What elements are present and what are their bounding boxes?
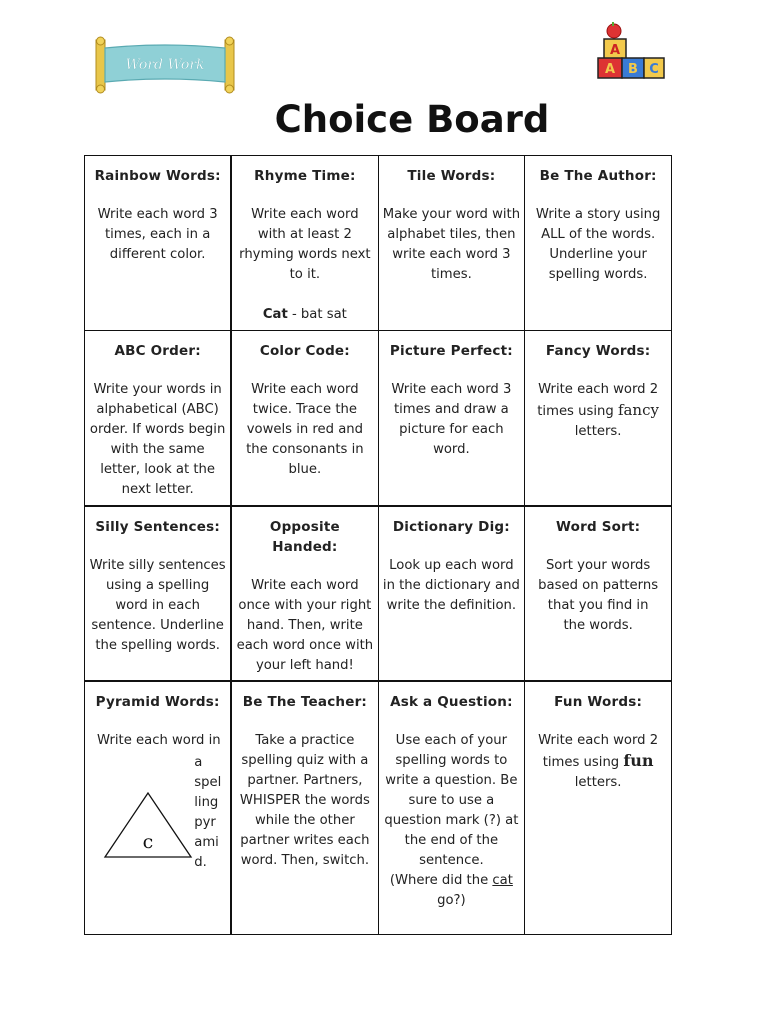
cell-title: Dictionary Dig: xyxy=(392,518,510,535)
rhyme-example xyxy=(236,305,373,325)
cell-body: Take a practice spelling quiz with a partner. Partners, WHISPER the words while the other partner writes each word. Then, switch. xyxy=(239,732,370,868)
body-text: Write each word 2 times using xyxy=(538,732,659,770)
pyramid-letter: c xyxy=(142,830,154,853)
cell-word-sort xyxy=(525,506,672,681)
cell-title: Fun Words: xyxy=(554,693,643,710)
question-example xyxy=(383,871,521,911)
cell-dictionary-dig xyxy=(378,506,525,681)
cell-body: Write each word once with your right hand. Then, write each word once with your left hand! xyxy=(236,577,374,673)
body-text: letters. xyxy=(574,424,622,439)
pyramid-fragment: ami xyxy=(194,834,219,850)
cell-body: Write each word 3 times, each in a different color. xyxy=(97,207,218,262)
fun-styled-word: fun xyxy=(623,750,654,770)
cell-title: Word Sort: xyxy=(556,518,641,535)
example-rest: - bat sat xyxy=(287,307,347,322)
block-letter-a: A xyxy=(609,43,621,58)
cell-rhyme-time xyxy=(231,156,378,331)
cell-body: Make your word with alphabet tiles, then write each word 3 times. xyxy=(382,207,521,282)
cell-body: Write silly sentences using a spelling word in each sentence. Underline the spelling words. xyxy=(89,557,226,653)
cell-fancy-words xyxy=(525,331,672,506)
cell-title: Ask a Question: xyxy=(390,693,513,710)
cell-fun-words xyxy=(525,681,672,935)
cell-title: Fancy Words: xyxy=(545,343,651,359)
cell-body: Write your words in alphabetical (ABC) order. If words begin with the same letter, look at the next letter. xyxy=(89,382,226,497)
cell-title: Pyramid Words: xyxy=(95,693,220,710)
cell-abc-order xyxy=(85,331,232,506)
body-text: letters. xyxy=(574,774,622,790)
cell-title: Color Code: xyxy=(259,343,350,359)
cell-body: Write each word 3 times and draw a picture for each word. xyxy=(391,382,512,457)
cell-body xyxy=(529,380,667,442)
example-text: go?) xyxy=(437,892,466,908)
body-text: Write each word 2 times using xyxy=(537,382,659,419)
block-letter-a2: A xyxy=(604,62,616,77)
cell-color-code xyxy=(231,331,378,506)
cell-title: Rainbow Words: xyxy=(94,168,221,184)
cell-title: Opposite Handed: xyxy=(269,518,340,555)
cell-title: Silly Sentences: xyxy=(95,518,220,535)
pyramid-fragment: pyr xyxy=(194,814,216,830)
example-text: (Where did the xyxy=(389,872,493,888)
cell-body: Look up each word in the dictionary and write the definition. xyxy=(382,557,520,613)
cell-body: Write each word twice. Trace the vowels in red and the consonants in blue. xyxy=(246,382,364,477)
cell-body: Use each of your spelling words to write a question. Be sure to use a question mark (?) at the end of the sentence. xyxy=(384,732,519,868)
cell-body: Write each word in xyxy=(97,732,221,748)
cell-body: Sort your words based on patterns that you find in the words. xyxy=(538,557,659,633)
cell-body: Write a story using ALL of the words. Underline your spelling words. xyxy=(535,207,661,282)
cell-picture-perfect xyxy=(378,331,525,506)
pyramid-word-fragments xyxy=(194,753,222,873)
abc-blocks-image xyxy=(596,22,666,80)
cell-body xyxy=(529,731,667,793)
cell-title: Rhyme Time: xyxy=(254,168,356,184)
cell-ask-a-question xyxy=(378,681,525,935)
page-title: Choice Board xyxy=(274,98,550,141)
cell-be-the-teacher xyxy=(231,681,378,935)
cell-body: Write each word with at least 2 rhyming words next to it. xyxy=(239,207,371,282)
cell-rainbow-words xyxy=(85,156,232,331)
choice-board-grid xyxy=(84,155,672,935)
cell-opposite-handed xyxy=(231,506,378,681)
pyramid-fragment: ling xyxy=(194,794,219,810)
pyramid-triangle-drawing xyxy=(103,791,193,859)
block-letter-c: C xyxy=(649,62,659,77)
cell-title: ABC Order: xyxy=(114,343,201,359)
cell-be-the-author xyxy=(525,156,672,331)
banner-text: Word Work xyxy=(125,57,205,73)
cell-title: Tile Words: xyxy=(407,168,496,184)
example-word: Cat xyxy=(262,307,288,322)
pyramid-fragment: a xyxy=(194,754,203,770)
cell-title: Picture Perfect: xyxy=(389,343,513,359)
pyramid-fragment: d. xyxy=(194,854,207,870)
word-work-banner xyxy=(92,36,238,94)
pyramid-fragment: spel xyxy=(194,774,222,790)
example-word: cat xyxy=(492,872,513,888)
cell-pyramid-words xyxy=(85,681,232,935)
cell-title: Be The Teacher: xyxy=(242,693,368,710)
pyramid-area xyxy=(89,731,226,870)
cell-tile-words xyxy=(378,156,525,331)
fancy-styled-word: fancy xyxy=(617,401,659,419)
cell-title: Be The Author: xyxy=(539,168,657,184)
cell-silly-sentences xyxy=(85,506,232,681)
block-letter-b: B xyxy=(628,62,638,77)
